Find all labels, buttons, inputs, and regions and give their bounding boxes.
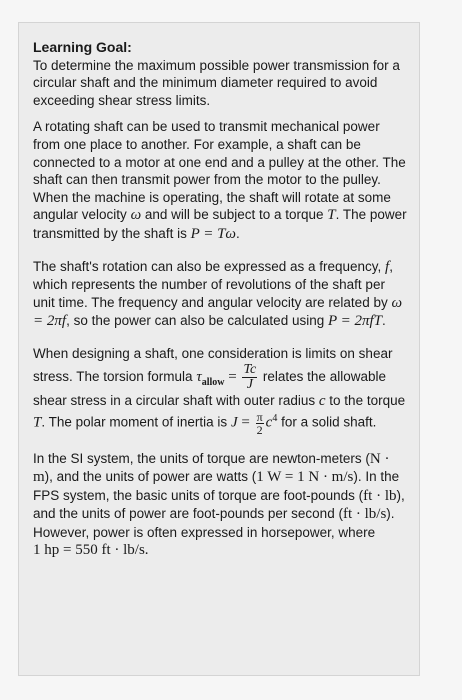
learning-goal [33,39,407,109]
two-denominator: 2 [256,422,263,437]
para3-e: for a solid shaft. [277,414,377,430]
para4-b: ), and the units of power are watts ( [44,469,257,485]
tau-symbol: τ [196,368,202,385]
para4-a: In the SI system, the units of torque are newton-meters ( [33,450,370,466]
paragraph-torsion [33,345,407,436]
exponent-four: 4 [272,413,278,425]
para2-d: . [382,313,386,329]
horsepower-definition [33,542,407,560]
c-symbol: c [265,414,273,431]
polar-moment-symbol: J [230,414,238,431]
para3-a: When designing a shaft, one consideration is limits on shear stress. The torsion formula [33,345,393,384]
paragraph-units [33,450,407,560]
watt-definition: 1 W = 1 N · m/s [256,469,354,486]
newton-meter-unit: N · m [33,450,390,486]
tau-subscript: allow [201,376,225,388]
omega-formula: ω = 2πf [33,294,403,330]
foot-pound-unit: ft · lb [363,487,397,504]
fraction-numerator: Tc [243,361,257,377]
equals-sign: = [224,368,241,385]
para3-c: to the torque [325,392,406,408]
para3-b: relates the allowable shear stress in a circular shaft with outer radius [33,368,386,408]
horsepower-formula: 1 hp = 550 ft · lb/s [33,541,145,558]
para1-text: A rotating shaft can be used to transmit mechanical power from one place to another. For example, a shaft can be connected to a motor at one end and a pulley at the other. The shaft can then transmit power from the motor to the pulley. When the machine is operating, the shaft will rotate at some angular velocity [33,119,406,223]
para3-d: . The polar moment of inertia is [41,414,231,430]
para1-mid: and will be subject to a torque [141,207,328,223]
equals-sign-2: = [237,414,254,431]
pi-numerator: π [256,409,263,424]
para4-d: ), and the units of power are foot-pounds per second ( [33,487,405,522]
problem-text-panel [18,22,420,676]
learning-goal-text: To determine the maximum possible power transmission for a circular shaft and the minimum diameter required to avoid exceeding shear stress limits. [33,57,400,108]
para4-c: ). In the FPS system, the basic units of torque are foot-pounds ( [33,469,400,503]
para4-f: . [144,541,149,558]
radius-symbol: c [318,392,326,409]
para1-end: . The power transmitted by the shaft is [33,207,407,241]
para2-c: , so the power can also be calculated using [66,313,328,329]
torsion-fraction [242,363,257,392]
para2-b: , which represents the number of revolutions of the shaft per unit time. The frequency and angular velocity are related by [33,258,393,310]
torque-symbol: T [327,207,336,224]
torque-symbol-2: T [33,414,42,431]
paragraph-shaft-power [33,118,407,243]
paragraph-frequency [33,258,407,331]
pi-over-two-fraction [256,411,264,436]
power-formula: P = Tω [190,225,237,242]
foot-pound-per-second-unit: ft · lb/s [342,506,387,523]
power-frequency-formula: P = 2πfT [327,313,383,330]
frequency-symbol: f [385,258,390,275]
learning-goal-heading: Learning Goal: [33,39,132,55]
para4-e: ). However, power is often expressed in horsepower, where [33,506,395,540]
fraction-denominator: J [246,376,253,392]
para1-period: . [236,225,240,241]
para2-a: The shaft's rotation can also be expressed as a frequency, [33,258,386,274]
omega-symbol: ω [130,207,142,224]
